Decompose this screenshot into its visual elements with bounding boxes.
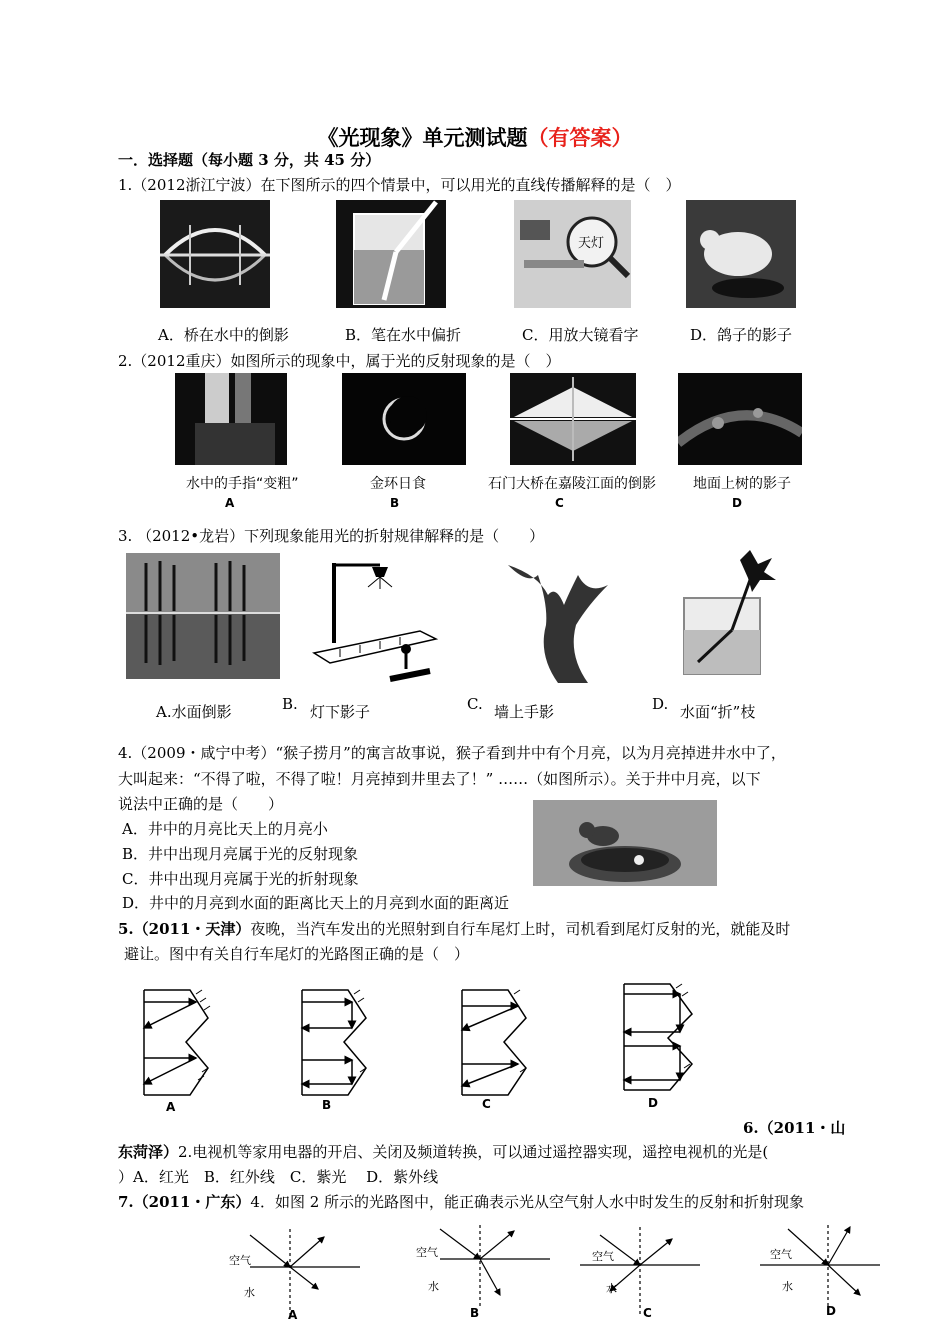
q5-letter-c[interactable]: C — [482, 1097, 491, 1111]
q1-image-magnifier — [514, 200, 631, 308]
q7-water-label-d: 水 — [782, 1280, 793, 1293]
q4-stem-line2: 大叫起来：“不得了啦，不得了啦！月亮掉到井里去了！” ……（如图所示）。关于井中月亮，以下 — [118, 770, 761, 788]
q1-option-b[interactable]: B．笔在水中偏折 — [345, 326, 462, 344]
section-heading: 一．选择题（每小题 3 分，共 45 分） — [118, 151, 381, 169]
q7-air-label-b: 空气 — [416, 1246, 438, 1259]
q3-image-zebras — [126, 553, 280, 679]
q6-stem-text: 2.电视机等家用电器的开启、关闭及频道转换，可以通过遥控器实现，遥控电视机的光是( — [178, 1143, 769, 1161]
q1-image-pen — [336, 200, 446, 308]
q5-stem-line1 — [118, 919, 790, 939]
bridge-reflection-icon — [510, 373, 636, 465]
q1-option-d[interactable]: D．鸽子的影子 — [690, 326, 793, 344]
zebra-reflection-icon — [126, 553, 280, 679]
q2-caption-c: 石门大桥在嘉陵江面的倒影 — [488, 476, 656, 492]
q3-stem: 3. （2012•龙岩）下列现象能用光的折射规律解释的是（ ） — [118, 527, 545, 545]
q3-letter-d[interactable]: D. — [652, 695, 669, 713]
q5-letter-d[interactable]: D — [648, 1096, 658, 1110]
q7-air-label-a: 空气 — [229, 1254, 251, 1267]
q5-letter-a[interactable]: A — [166, 1100, 176, 1114]
q2-image-finger — [175, 373, 287, 465]
q7-diagram-c — [580, 1227, 700, 1315]
q7-stem — [118, 1192, 804, 1212]
hand-shadow-icon — [498, 555, 616, 685]
q2-letter-d[interactable]: D — [732, 496, 742, 510]
q4-option-a[interactable]: A．井中的月亮比天上的月亮小 — [122, 820, 328, 838]
q3-image-hand-shadow — [498, 555, 616, 685]
lamp-shadow-icon — [310, 553, 440, 685]
finger-in-water-icon — [175, 373, 287, 465]
q1-stem: 1.（2012浙江宁波）在下图所示的四个情景中，可以用光的直线传播解释的是（ ） — [118, 176, 681, 194]
q5-diagram-a — [144, 990, 210, 1095]
q6-prefix-b: 东菏泽） — [118, 1143, 179, 1161]
q4-image-monkey-well — [533, 800, 717, 886]
q7-air-label-c: 空气 — [592, 1250, 614, 1263]
q6-options[interactable]: ）A．红光 B．红外线 C．紫光 D．紫外线 — [118, 1168, 439, 1186]
pigeon-shadow-icon — [686, 200, 796, 308]
q5-letter-b[interactable]: B — [322, 1098, 332, 1112]
q2-letter-b[interactable]: B — [390, 496, 400, 510]
q4-option-d[interactable]: D．井中的月亮到水面的距离比天上的月亮到水面的距离近 — [122, 894, 510, 912]
q6-prefix-a: 6.（2011・山 — [743, 1119, 846, 1137]
magnifier-icon — [514, 200, 631, 308]
q2-stem: 2.（2012重庆）如图所示的现象中，属于光的反射现象的是（ ） — [118, 352, 561, 370]
q1-image-bridge — [160, 200, 270, 308]
title-suffix: （有答案） — [527, 125, 633, 150]
q3-option-c[interactable]: 墙上手影 — [494, 703, 555, 721]
q7-diagram-d — [760, 1225, 880, 1313]
q3-letter-c[interactable]: C. — [467, 695, 483, 713]
q7-diagram-a — [250, 1229, 360, 1317]
q3-image-stick-in-water — [680, 550, 788, 676]
q1-image-pigeon — [686, 200, 796, 308]
eclipse-icon — [342, 373, 466, 465]
pen-in-water-icon — [336, 200, 446, 308]
title-main: 《光现象》单元测试题 — [317, 125, 528, 150]
magnifier-label: 天灯 — [578, 236, 605, 251]
q7-refraction-diagrams — [220, 1225, 900, 1325]
q7-letter-a[interactable]: A — [288, 1308, 298, 1322]
q3-option-d[interactable]: 水面“折”枝 — [680, 703, 756, 721]
q2-image-eclipse — [342, 373, 466, 465]
q3-option-a[interactable]: A.水面倒影 — [156, 703, 232, 721]
q5-prefix: 5.（2011・天津） — [118, 920, 251, 938]
q7-water-label-c: 水 — [606, 1282, 617, 1295]
q3-letter-b[interactable]: B. — [282, 695, 298, 713]
q1-option-a[interactable]: A．桥在水中的倒影 — [158, 326, 289, 344]
q3-option-b[interactable]: 灯下影子 — [310, 703, 371, 721]
q4-stem-line1: 4.（2009・咸宁中考）“猴子捞月”的寓言故事说，猴子看到井中有个月亮，以为月亮掉进井水中了， — [118, 744, 786, 762]
q5-diagram-c — [462, 990, 526, 1095]
q7-water-label-b: 水 — [428, 1280, 439, 1293]
q5-diagram-b — [302, 990, 366, 1095]
q2-letter-a[interactable]: A — [225, 496, 235, 510]
q4-option-b[interactable]: B．井中出现月亮属于光的反射现象 — [122, 845, 359, 863]
q7-stem-text: 4．如图 2 所示的光路图中，能正确表示光从空气射人水中时发生的反射和折射现象 — [250, 1193, 805, 1211]
page-title — [0, 122, 950, 152]
q2-letter-c[interactable]: C — [555, 496, 564, 510]
q1-option-c[interactable]: C．用放大镜看字 — [522, 326, 639, 344]
q7-letter-c[interactable]: C — [643, 1306, 652, 1320]
q5-stem-text: 夜晚，当汽车发出的光照射到自行车尾灯上时，司机看到尾灯反射的光，就能及时 — [250, 920, 791, 938]
q7-prefix: 7.（2011・广东） — [118, 1193, 251, 1211]
q5-diagram-d — [624, 984, 692, 1090]
q7-letter-b[interactable]: B — [470, 1306, 480, 1320]
q6-stem-line1 — [118, 1142, 768, 1162]
q4-option-c[interactable]: C．井中出现月亮属于光的折射现象 — [122, 870, 359, 888]
q7-letter-d[interactable]: D — [826, 1304, 836, 1318]
q2-caption-b: 金环日食 — [370, 476, 426, 492]
bent-stick-icon — [680, 550, 788, 676]
tree-shadow-icon — [678, 373, 802, 465]
q7-air-label-d: 空气 — [770, 1248, 792, 1261]
q2-caption-a: 水中的手指“变粗” — [186, 476, 299, 492]
bridge-reflection-icon — [160, 200, 270, 308]
q2-caption-d: 地面上树的影子 — [693, 476, 791, 492]
q7-diagram-b — [440, 1225, 550, 1309]
q2-image-tree-shadow — [678, 373, 802, 465]
monkey-well-icon — [533, 800, 717, 886]
q5-stem-line2: 避让。图中有关自行车尾灯的光路图正确的是（ ） — [124, 945, 470, 963]
q4-stem-line3: 说法中正确的是（ ） — [118, 795, 284, 813]
q7-water-label-a: 水 — [244, 1286, 255, 1299]
q2-image-bridge — [510, 373, 636, 465]
q3-image-lamp — [310, 553, 440, 685]
q5-taillight-diagrams — [130, 980, 730, 1100]
